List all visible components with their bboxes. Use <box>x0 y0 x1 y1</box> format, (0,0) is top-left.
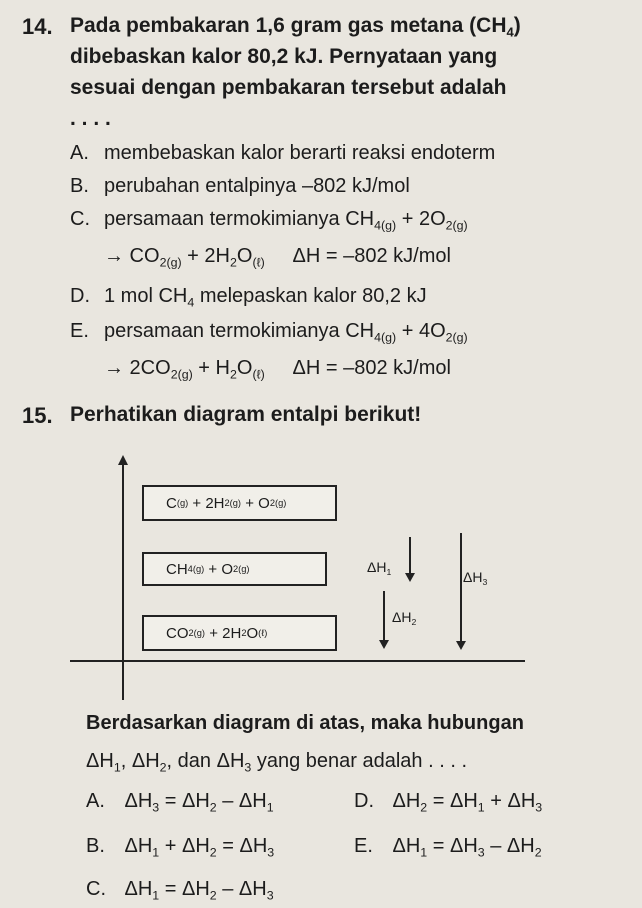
question-14-number: 14. <box>22 14 53 39</box>
baseline-axis <box>70 660 525 662</box>
q15-option-d[interactable]: D. $\Delta H_2 = \Delta H_1 + \Delta H_3$ <box>354 790 543 815</box>
axis-arrow-icon <box>118 455 128 465</box>
q14-option-d[interactable]: D. 1 mol $CH_4$ melepaskan kalor 80,2 kJ <box>70 285 427 310</box>
level-box-methane: CH 4(g) + O 2(g) <box>142 552 327 586</box>
delta-h3-label: $\Delta H_3$ <box>463 569 488 588</box>
delta-h1-arrow-icon <box>405 573 415 582</box>
question-15-prompt-line1: Berdasarkan diagram di atas, maka hubungan <box>86 712 524 734</box>
question-15-prompt-line2: $\Delta H_1$, $\Delta H_2$, dan $\Delta H_3$ yang benar adalah . . . . <box>86 750 467 775</box>
q14-option-e-line2: → $2CO_{2(g)} + H_2O_{(\ell)}$ ΔH = –802 kJ/mol <box>104 357 451 382</box>
q14-option-c[interactable]: C. persamaan termokimianya $CH_{4(g)} + 2O_{2(g)}$ <box>70 208 468 233</box>
level-box-products: CO 2(g) + 2H 2 O (ℓ) <box>142 615 337 651</box>
q15-option-c[interactable]: C. $\Delta H_1 = \Delta H_2 - \Delta H_3$ <box>86 878 274 903</box>
level-box-elements: C (g) + 2H 2(g) + O 2(g) <box>142 485 337 521</box>
delta-h2-arrow-icon <box>379 640 389 649</box>
q15-option-b[interactable]: B. $\Delta H_1 + \Delta H_2 = \Delta H_3$ <box>86 835 275 860</box>
q15-option-a[interactable]: A. $\Delta H_3 = \Delta H_2 - \Delta H_1$ <box>86 790 274 815</box>
delta-h1-label: $\Delta H_1$ <box>367 559 392 578</box>
question-14-stem-dots: . . . . <box>70 107 111 130</box>
delta-h3-arrow-icon <box>456 641 466 650</box>
question-15-stem: Perhatikan diagram entalpi berikut! <box>70 403 422 426</box>
enthalpy-axis <box>122 465 124 700</box>
q14-option-c-line2: → $CO_{2(g)} + 2H_2O_{(\ell)}$ ΔH = –802 kJ/mol <box>104 245 451 270</box>
q14-option-a[interactable]: A. membebaskan kalor berarti reaksi endoterm <box>70 142 496 164</box>
delta-h2-arrow-shaft <box>383 591 385 641</box>
q14-option-b[interactable]: B. perubahan entalpinya –802 kJ/mol <box>70 175 410 197</box>
question-14-stem-line3: sesuai dengan pembakaran tersebut adalah <box>70 76 507 99</box>
delta-h1-arrow-shaft <box>409 537 411 575</box>
question-15-number: 15. <box>22 403 53 428</box>
delta-h3-arrow-shaft <box>460 533 462 643</box>
question-14-stem-line2: dibebaskan kalor 80,2 kJ. Pernyataan yang <box>70 45 498 68</box>
q15-option-e[interactable]: E. $\Delta H_1 = \Delta H_3 - \Delta H_2$ <box>354 835 542 860</box>
enthalpy-diagram <box>70 455 540 700</box>
question-14-stem-line1: Pada pembakaran 1,6 gram gas metana $(CH_4)$ <box>70 14 521 40</box>
delta-h2-label: $\Delta H_2$ <box>392 609 417 628</box>
q14-option-e[interactable]: E. persamaan termokimianya $CH_{4(g)} + 4O_{2(g)}$ <box>70 320 468 345</box>
